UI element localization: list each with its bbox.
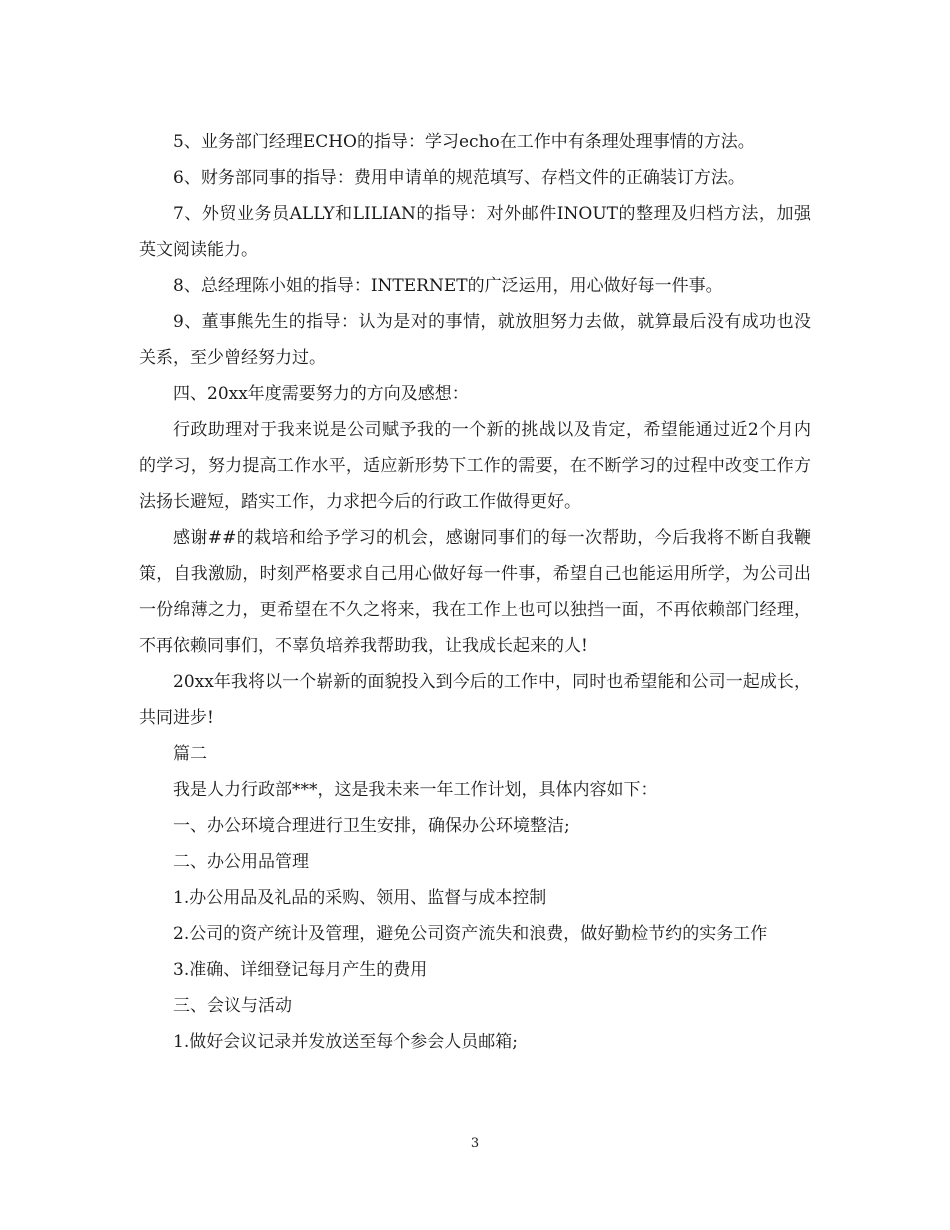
list-item: 1.做好会议记录并发放送至每个参会人员邮箱; (173, 1032, 518, 1052)
list-item: 2.公司的资产统计及管理，避免公司资产流失和浪费，做好勤检节约的实务工作 (173, 924, 768, 944)
paragraph: 6、财务部同事的指导：费用申请单的规范填写、存档文件的正确装订方法。 (173, 168, 745, 188)
section-heading: 二、办公用品管理 (173, 852, 309, 872)
paragraph: 5、业务部门经理ECHO的指导：学习echo在工作中有条理处理事情的方法。 (173, 132, 755, 152)
document-body (139, 124, 811, 1060)
paragraph: 7、外贸业务员ALLY和LILIAN的指导：对外邮件INOUT的整理及归档方法，加强英文阅读能力。 (139, 204, 811, 260)
list-item: 3.准确、详细登记每月产生的费用 (173, 960, 428, 980)
paragraph: 9、董事熊先生的指导：认为是对的事情，就放胆努力去做，就算最后没有成功也没关系，至少曾经努力过。 (139, 312, 811, 368)
paragraph: 行政助理对于我来说是公司赋予我的一个新的挑战以及肯定，希望能通过近2个月内的学习，努力提高工作水平，适应新形势下工作的需要，在不断学习的过程中改变工作方法扬长避短，踏实工作，力求把今后的行政工作做得更好。 (139, 420, 811, 512)
section-heading: 四、20xx年度需要努力的方向及感想： (173, 384, 469, 404)
page-number: 3 (470, 1136, 480, 1151)
paragraph: 感谢##的栽培和给予学习的机会，感谢同事们的每一次帮助，今后我将不断自我鞭策，自我激励，时刻严格要求自己用心做好每一件事，希望自己也能运用所学，为公司出一份绵薄之力，更希望在不久之将来，我在工作上也可以独挡一面，不再依赖部门经理，不再依赖同事们，不辜负培养我帮助我，让我成长起来的人! (139, 528, 811, 656)
section-heading: 三、会议与活动 (173, 996, 292, 1016)
list-item: 1.办公用品及礼品的采购、领用、监督与成本控制 (173, 888, 547, 908)
paragraph: 我是人力行政部***，这是我未来一年工作计划，具体内容如下： (173, 780, 658, 800)
paragraph: 8、总经理陈小姐的指导：INTERNET的广泛运用，用心做好每一件事。 (173, 276, 723, 296)
section-heading: 篇二 (173, 744, 207, 764)
section-heading: 一、办公环境合理进行卫生安排，确保办公环境整洁; (173, 816, 570, 836)
paragraph: 20xx年我将以一个崭新的面貌投入到今后的工作中，同时也希望能和公司一起成长，共同进步! (139, 672, 811, 728)
